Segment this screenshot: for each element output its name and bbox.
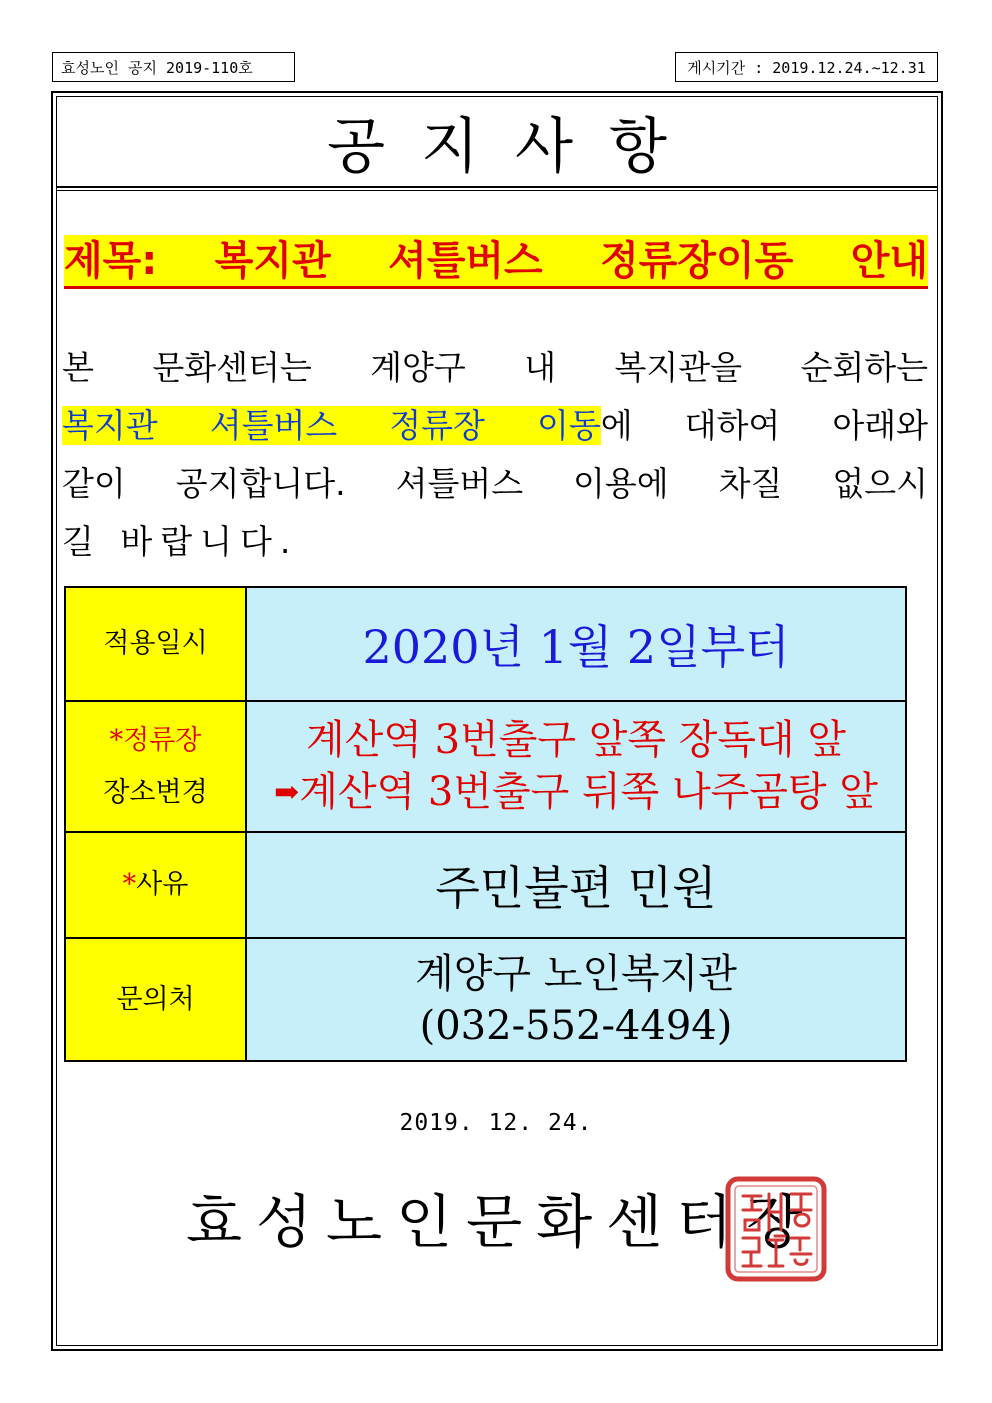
label-location-change: 장소변경 [103, 776, 208, 808]
label-stop-change [65, 701, 246, 832]
body-line-1: 본 문화센터는 계양구 내 복지관을 순회하는 [62, 348, 928, 387]
body-line-2-rest: 에 대하여 아래와 [600, 406, 928, 445]
old-stop: 계산역 3번출구 앞쪽 장독대 앞 [306, 717, 846, 763]
value-reason: 주민불편 민원 [246, 832, 906, 938]
value-stop-change [246, 701, 906, 832]
highlighted-phrase: 복지관 셔틀버스 정류장 이동 [62, 406, 601, 445]
label-effective-date: 적용일시 [65, 587, 246, 701]
doc-number: 효성노인 공지 2019-110호 [52, 52, 295, 82]
issue-date: 2019. 12. 24. [399, 1110, 593, 1136]
label-contact: 문의처 [65, 938, 246, 1061]
issuer-name: 효성노인문화센터장 [186, 1188, 817, 1256]
label-reason-text: 사유 [136, 869, 189, 900]
value-effective-date: 2020년 1월 2일부터 [246, 587, 906, 701]
official-seal-icon [725, 1176, 827, 1282]
contact-org: 계양구 노인복지관 [415, 950, 737, 997]
posting-period: 게시기간 : 2019.12.24.~12.31 [675, 52, 938, 82]
label-reason [65, 832, 246, 938]
label-star: * [122, 869, 137, 900]
table-row-stop [65, 701, 906, 832]
title-divider [56, 186, 938, 191]
subject-line: 제목: 복지관 셔틀버스 정류장이동 안내 [64, 235, 928, 289]
body-line-4: 길 바랍니다. [62, 522, 299, 561]
value-contact [246, 938, 906, 1061]
label-stop: 정류장 [123, 724, 202, 756]
body-line-3: 같이 공지합니다. 셔틀버스 이용에 차질 없으시 [62, 464, 928, 503]
body-line-2 [62, 402, 928, 450]
contact-phone: (032-552-4494) [419, 1002, 733, 1049]
table-row-date [65, 587, 906, 701]
label-star: * [109, 724, 124, 756]
table-row-contact [65, 938, 906, 1061]
new-stop: 계산역 3번출구 뒤쪽 나주곰탕 앞 [299, 769, 878, 815]
right-arrow-icon: ➡ [274, 775, 300, 810]
info-table [64, 586, 907, 1062]
table-row-reason [65, 832, 906, 938]
notice-title: 공지사항 [327, 112, 703, 182]
